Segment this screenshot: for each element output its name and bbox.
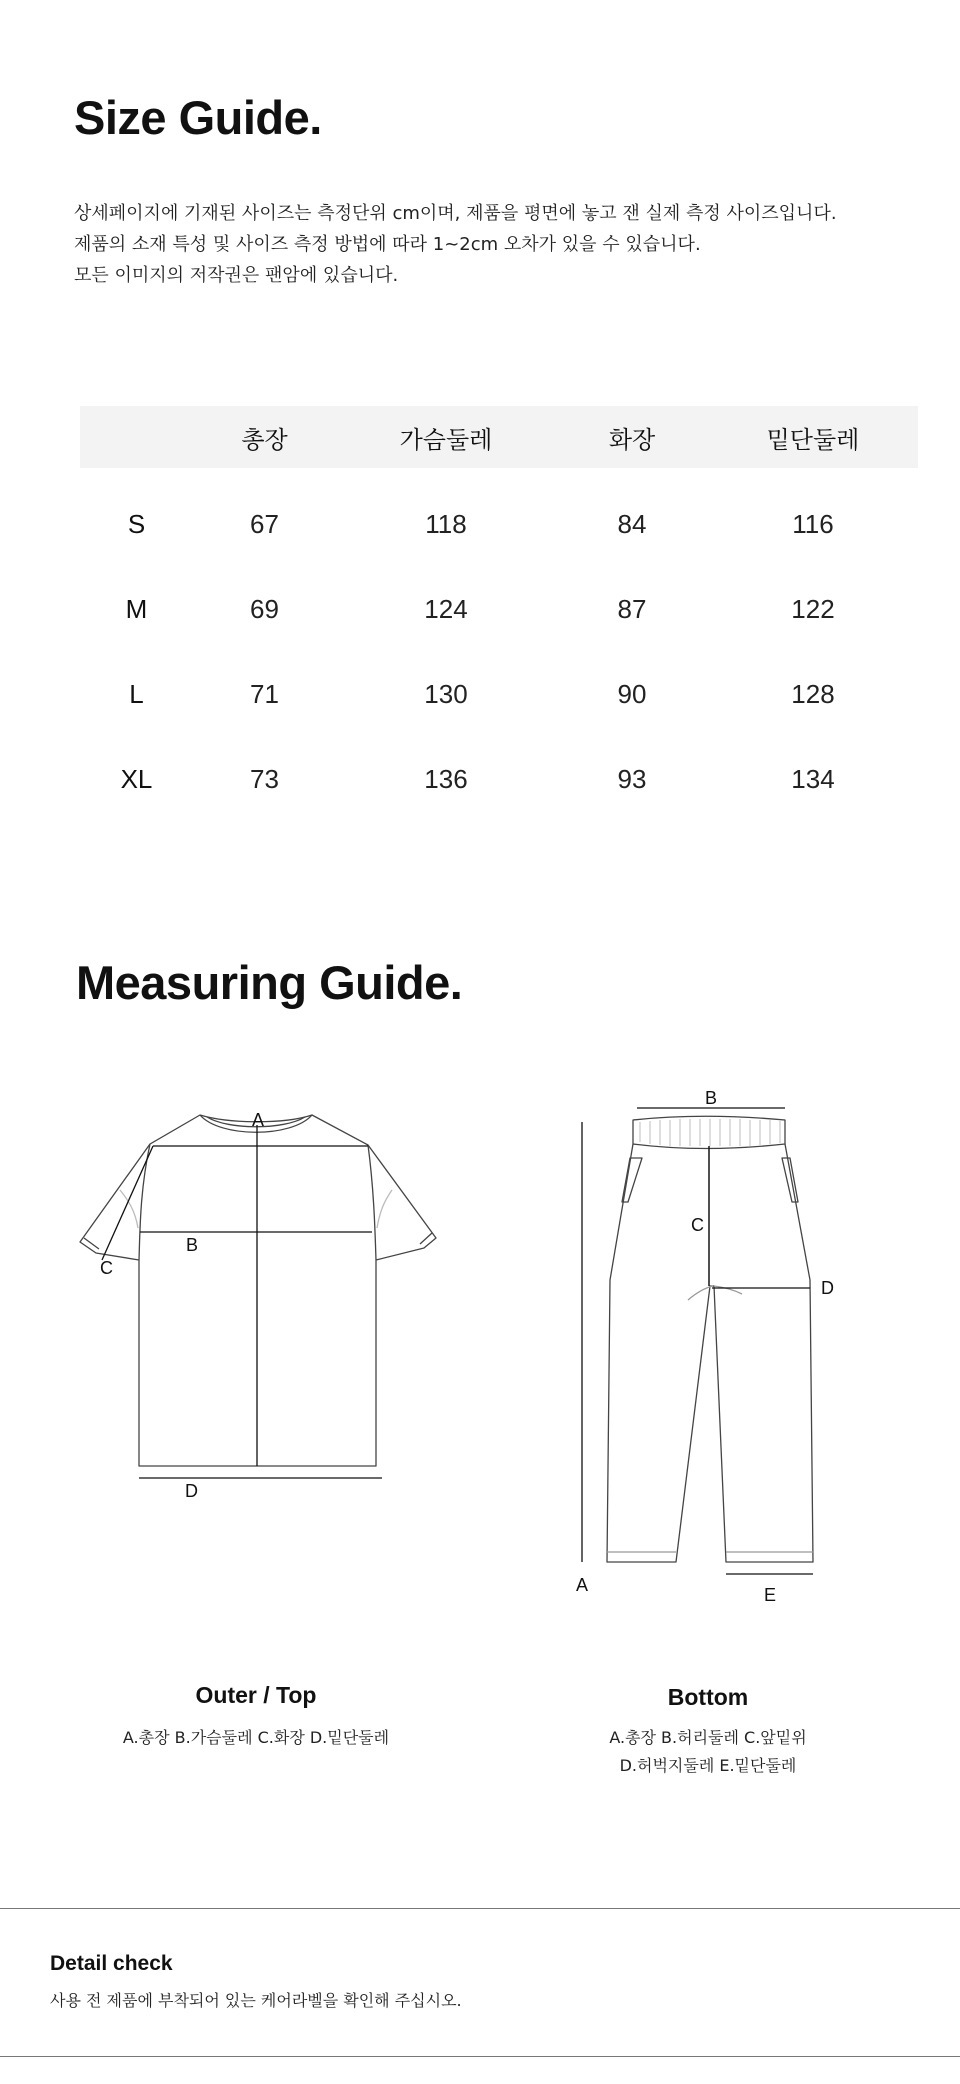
size-note-line: 상세페이지에 기재된 사이즈는 측정단위 cm이며, 제품을 평면에 놓고 잰 실제 측정 사이즈입니다. [74, 203, 837, 224]
label-e: E [764, 1585, 777, 1605]
label-d: D [185, 1481, 198, 1501]
size-label: XL [120, 764, 153, 794]
detail-check-title: Detail check [50, 1952, 173, 1975]
size-table-header-cell: 밑단둘레 [766, 425, 860, 454]
label-d: D [821, 1278, 834, 1298]
size-note-line: 제품의 소재 특성 및 사이즈 측정 방법에 따라 1~2cm 오차가 있을 수 있습니다. [74, 234, 701, 255]
label-a: A [576, 1575, 589, 1595]
top-measure-diagram [0, 1090, 480, 1520]
table-cell: 93 [617, 764, 647, 794]
table-cell: 87 [617, 594, 647, 624]
table-cell: 130 [424, 679, 468, 709]
bottom-caption-title: Bottom [667, 1684, 749, 1710]
size-label: S [127, 509, 146, 539]
measure-line-c [102, 1146, 153, 1260]
label-b: B [186, 1235, 199, 1255]
size-table-header-cell: 총장 [241, 425, 288, 454]
label-c: C [100, 1258, 113, 1278]
table-cell: 84 [617, 509, 647, 539]
divider-top [0, 1908, 960, 1909]
size-label: L [129, 679, 144, 709]
label-b: B [705, 1088, 718, 1108]
top-caption-desc: A.총장 B.가슴둘레 C.화장 D.밑단둘레 [122, 1728, 390, 1747]
divider-bottom [0, 2056, 960, 2057]
table-cell: 116 [792, 509, 834, 539]
table-cell: 128 [791, 679, 835, 709]
bottom-caption-desc-line2: D.허벅지둘레 E.밑단둘레 [619, 1756, 797, 1775]
size-table [80, 406, 918, 822]
size-table-header [80, 406, 918, 468]
table-cell: 134 [791, 764, 835, 794]
table-cell: 118 [425, 509, 467, 539]
table-row [80, 737, 918, 822]
table-cell: 136 [424, 764, 468, 794]
table-cell: 67 [250, 509, 279, 539]
size-note-line: 모든 이미지의 저작권은 팬암에 있습니다. [74, 265, 399, 286]
table-cell: 90 [617, 679, 647, 709]
tshirt-illustration [0, 1090, 480, 1520]
size-table-header-cell [80, 406, 193, 468]
table-row [80, 468, 918, 567]
table-cell: 69 [250, 594, 279, 624]
table-row [80, 567, 918, 652]
pants-illustration [480, 1080, 880, 1620]
size-label: M [125, 594, 148, 624]
table-row [80, 652, 918, 737]
size-notes [74, 198, 914, 291]
table-cell: 124 [424, 594, 468, 624]
table-cell: 73 [250, 764, 279, 794]
label-c: C [691, 1215, 704, 1235]
top-caption-title: Outer / Top [195, 1682, 317, 1708]
label-a: A [252, 1110, 265, 1130]
bottom-caption-desc-line1: A.총장 B.허리둘레 C.앞밑위 [609, 1728, 807, 1747]
detail-check-text: 사용 전 제품에 부착되어 있는 케어라벨을 확인해 주십시오. [50, 1991, 462, 2010]
size-table-header-cell: 가슴둘레 [399, 425, 493, 454]
table-cell: 122 [791, 594, 835, 624]
size-table-header-cell: 화장 [608, 425, 656, 454]
size-guide-title: Size Guide. [74, 91, 322, 144]
measuring-guide-title: Measuring Guide. [76, 956, 463, 1009]
bottom-measure-diagram [480, 1080, 880, 1620]
table-cell: 71 [250, 679, 279, 709]
